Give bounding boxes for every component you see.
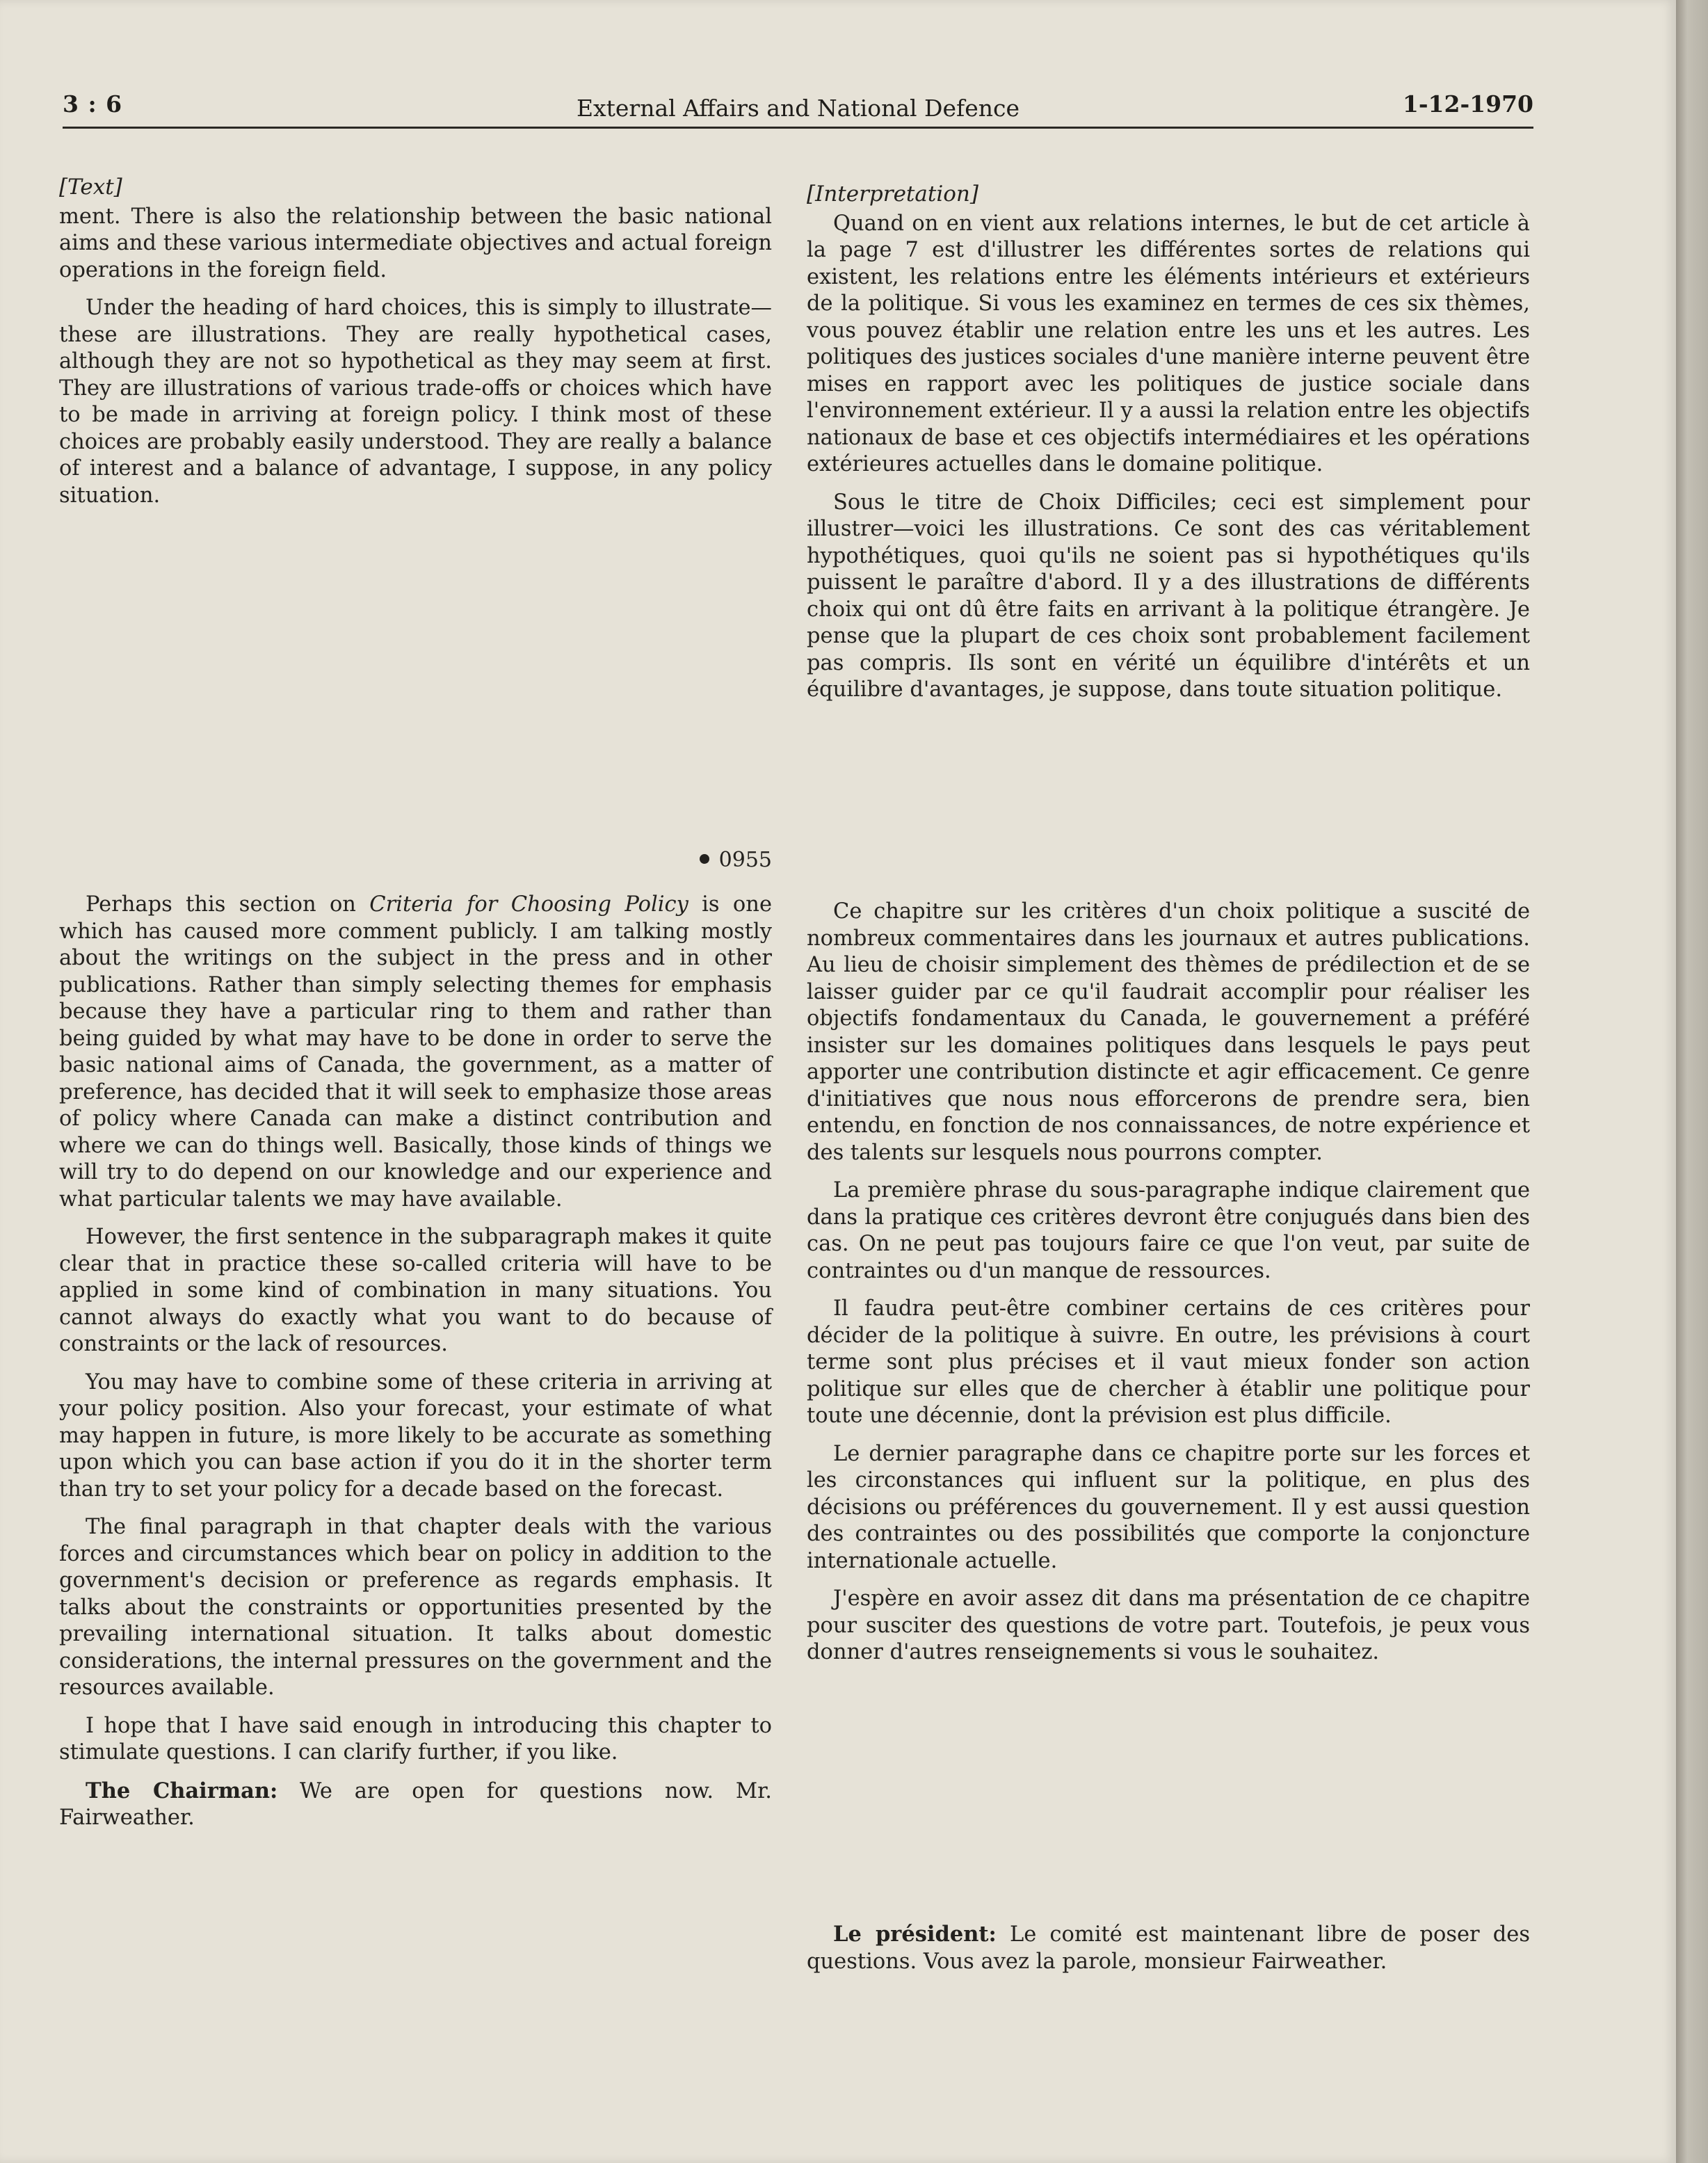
time-marker-value: 0955 — [718, 848, 772, 872]
page-header — [63, 90, 1533, 129]
english-column-bottom — [59, 892, 772, 1843]
time-marker-row — [59, 847, 772, 874]
interpretation-label: [Interpretation] — [807, 182, 978, 207]
paragraph: Quand on en vient aux relations internes, le but de cet article à la page 7 est d'illustrer les différentes sortes de relations qui existent, les relations entre les éléments intérieurs et extérieurs de la politique. Si vous les examinez en termes de ces six thèmes, vous pouvez établir une relation entre les uns et les autres. Les politiques des justices sociales d'une manière interne peuvent être mises en rapport avec les politiques de justice sociale dans l'environnement extérieur. Il y a aussi la relation entre les objectifs nationaux de base et ces objectifs intermédiaires et les opérations extérieures actuelles dans le domaine politique. — [807, 211, 1530, 476]
paragraph: La première phrase du sous-paragraphe indique clairement que dans la pratique ces critères devront être conjugués dans bien des cas. On ne peut pas toujours faire ce que l'on veut, par suite de contraintes ou d'un manque de ressources. — [807, 1178, 1530, 1283]
speech-text: Le comité est maintenant libre de poser des questions. Vous avez la parole, monsieur Fairweather. — [807, 1922, 1531, 1974]
english-column-top — [59, 174, 772, 520]
page-edge-shadow — [1676, 0, 1708, 2163]
paragraph: I hope that I have said enough in introducing this chapter to stimulate questions. I can clarify further, if you like. — [59, 1713, 772, 1764]
speaker-name: Le président: — [833, 1922, 997, 1947]
paragraph: Le dernier paragraphe dans ce chapitre porte sur les forces et les circonstances qui influent sur la politique, en plus des décisions ou préférences du gouvernement. Il y est aussi question des contraintes ou des possibilités que comporte la conjoncture internationale actuelle. — [807, 1441, 1530, 1573]
paragraph: You may have to combine some of these criteria in arriving at your policy position. Also your forecast, your estimate of what may happen in future, is more likely to be accurate as something upon which you can base action if you do it in the shorter term than try to set your policy for a decade based on the forecast. — [59, 1369, 772, 1502]
page-title: External Affairs and National Defence — [576, 95, 1020, 122]
chairman-remark — [59, 1778, 772, 1832]
french-column-bottom — [807, 899, 1530, 1678]
paragraph-text: is one which has caused more comment publicly. I am talking mostly about the writings on the subject in the press and in other publications. Rather than simply selecting themes for emphasis because they have a particular ring to them and rather than being guided by what may have to be done in order to serve the basic national aims of Canada, the government, as a matter of preference, has decided that it will seek to emphasize those areas of policy where Canada can make a distinct contribution and where we can do things well. Basically, those kinds of things we will try to do depend on our knowledge and our experience and what particular talents we may have available. — [59, 892, 772, 1212]
paragraph: However, the first sentence in the subparagraph makes it quite clear that in practice these so-called criteria will have to be applied in some kind of combination in many situations. You cannot always do exactly what you want to do because of constraints or the lack of resources. — [59, 1225, 772, 1356]
bullet-icon — [700, 854, 709, 864]
paragraph: Ce chapitre sur les critères d'un choix politique a suscité de nombreux commentaires dans les journaux et autres publications. Au lieu de choisir simplement des thèmes de prédilection et de se laisser guider par ce qu'il faudrait accomplir pour réaliser les objectifs fondamentaux du Canada, le gouvernement a préféré insister sur les domaines politiques dans lesquels le pays peut apporter une contribution distincte et agir efficacement. Ce genre d'initiatives que nous nous efforcerons de prendre sera, bien entendu, en fonction de nos connaissances, de notre expérience et des talents sur lesquels nous pourrons compter. — [807, 899, 1530, 1165]
paragraph-text: Perhaps this section on — [86, 892, 370, 917]
paragraph: Under the heading of hard choices, this is simply to illustrate—these are illustrations. They are really hypothetical cases, although they are not so hypothetical as they may seem at first. They are illustrations of various trade-offs or choices which have to be made in arriving at foreign policy. I think most of these choices are probably easily understood. They are really a balance of interest and a balance of advantage, I suppose, in any policy situation. — [59, 296, 772, 508]
speech-text: We are open for questions now. Mr. Fairweather. — [59, 1778, 772, 1830]
chairman-remark — [807, 1921, 1530, 1975]
text-label: [Text] — [59, 175, 122, 200]
paragraph: ment. There is also the relationship between the basic national aims and these various intermediate objectives and actual foreign operations in the foreign field. — [59, 204, 772, 282]
paragraph: Sous le titre de Choix Difficiles; ceci est simplement pour illustrer—voici les illustrations. Ce sont des cas véritablement hypothétiques, quoi qu'ils ne soient pas si hypothétiques qu'ils puissent le paraître d'abord. Il y a des illustrations de différents choix qui ont dû être faits en arrivant à la politique étrangère. Je pense que la plupart de ces choix sont probablement facilement pas compris. Ils sont en vérité un équilibre d'intérêts et un équilibre d'avantages, je suppose, dans toute situation politique. — [807, 490, 1530, 702]
time-marker — [59, 847, 772, 874]
paragraph — [59, 892, 772, 1213]
french-chairman-block — [807, 1921, 1530, 1986]
speaker-name: The Chairman: — [86, 1778, 278, 1803]
section-title-reference: Criteria for Choosing Policy — [369, 892, 688, 917]
page-date: 1-12-1970 — [1402, 90, 1533, 118]
french-column-top — [807, 181, 1530, 715]
paragraph: J'espère en avoir assez dit dans ma présentation de ce chapitre pour susciter des questions de votre part. Toutefois, je peux vous donner d'autres renseignements si vous le souhaitez. — [807, 1586, 1530, 1664]
paragraph: Il faudra peut-être combiner certains de ces critères pour décider de la politique à suivre. En outre, les prévisions à court terme sont plus précises et il vaut mieux fonder son action politique sur elles que de chercher à établir une politique pour toute une décennie, dont la prévision est plus difficile. — [807, 1296, 1530, 1428]
paragraph: The final paragraph in that chapter deals with the various forces and circumstances which bear on policy in addition to the government's decision or preference as regards emphasis. It talks about the constraints or opportunities presented by the prevailing international situation. It talks about domestic considerations, the internal pressures on the government and the resources available. — [59, 1515, 772, 1700]
page-number: 3 : 6 — [63, 90, 123, 118]
